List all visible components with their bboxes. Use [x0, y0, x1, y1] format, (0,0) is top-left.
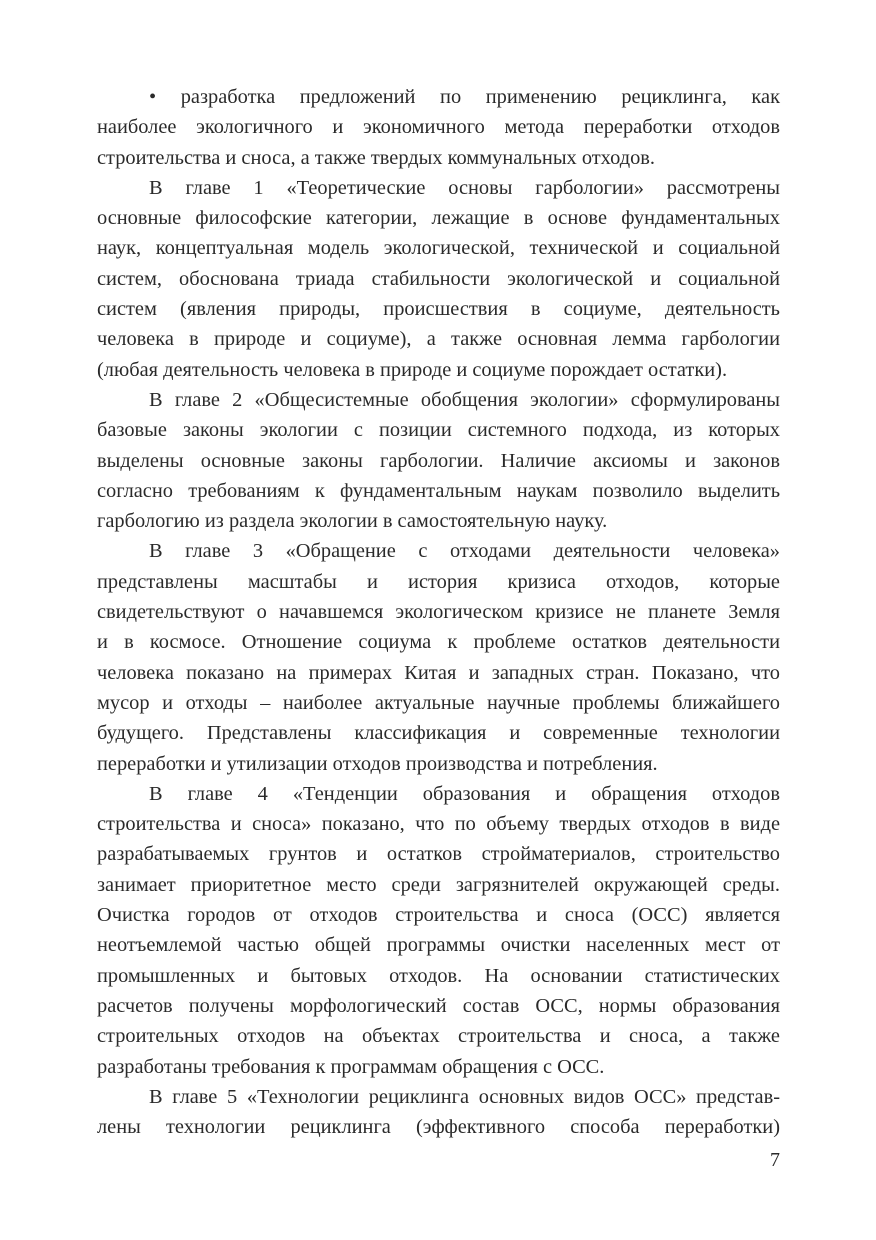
text-line: человека в природе и социуме), а также основная лемма гарбологии — [97, 328, 780, 351]
body-text — [97, 82, 780, 1142]
text-line: представлены масштабы и история кризиса отходов, которые — [97, 570, 780, 593]
text-line: базовые законы экологии с позиции системного подхода, из которых — [97, 419, 780, 442]
text-line: переработки и утилизации отходов производства и потребления. — [97, 752, 658, 775]
text-line: наук, концептуальная модель экологической, технической и социальной — [97, 237, 780, 260]
text-line: и в космосе. Отношение социума к проблеме остатков деятельности — [97, 631, 780, 654]
text-line: (любая деятельность человека в природе и социуме порождает остатки). — [97, 358, 728, 381]
text-line: лены технологии рециклинга (эффективного способа переработки) — [97, 1116, 780, 1139]
text-line: систем, обоснована триада стабильности экологической и социальной — [97, 267, 780, 290]
text-line: человека показано на примерах Китая и западных стран. Показано, что — [97, 661, 780, 684]
text-line: неотъемлемой частью общей программы очистки населенных мест от — [97, 934, 780, 957]
page-number: 7 — [770, 1149, 780, 1171]
text-line: расчетов получены морфологический состав ОСС, нормы образования — [97, 994, 780, 1017]
text-line: занимает приоритетное место среди загрязнителей окружающей среды. — [97, 873, 780, 896]
text-line: В главе 1 «Теоретические основы гарбологии» рассмотрены — [149, 176, 780, 199]
text-line: • разработка предложений по применению рециклинга, как — [149, 86, 780, 108]
text-line: промышленных и бытовых отходов. На основании статистических — [97, 964, 780, 987]
text-line: выделены основные законы гарбологии. Наличие аксиомы и законов — [97, 449, 780, 472]
text-line: Очистка городов от отходов строительства и сноса (ОСС) является — [97, 904, 780, 927]
text-line: основные философские категории, лежащие в основе фундаментальных — [97, 207, 780, 230]
text-line: будущего. Представлены классификация и современные технологии — [97, 722, 780, 745]
text-line: мусор и отходы – наиболее актуальные научные проблемы ближайшего — [97, 691, 780, 714]
text-line: В главе 4 «Тенденции образования и обращения отходов — [149, 782, 780, 805]
text-line: В главе 2 «Общесистемные обобщения экологии» сформулированы — [149, 388, 780, 411]
text-line: наиболее экологичного и экономичного метода переработки отходов — [97, 116, 780, 139]
text-line: гарбологию из раздела экологии в самостоятельную науку. — [97, 510, 608, 533]
text-line: строительства и сноса» показано, что по объему твердых отходов в виде — [97, 813, 780, 836]
text-line: разрабатываемых грунтов и остатков стройматериалов, строительство — [97, 843, 780, 866]
text-line: В главе 3 «Обращение с отходами деятельности человека» — [149, 540, 780, 563]
text-line: разработаны требования к программам обращения с ОСС. — [97, 1055, 605, 1078]
text-line: строительных отходов на объектах строительства и сноса, а также — [97, 1025, 780, 1048]
text-line: систем (явления природы, происшествия в социуме, деятельность — [97, 298, 780, 321]
text-line: В главе 5 «Технологии рециклинга основных видов ОСС» представ- — [149, 1085, 780, 1108]
text-line: согласно требованиям к фундаментальным наукам позволило выделить — [97, 479, 780, 502]
text-line: свидетельствуют о начавшемся экологическом кризисе не планете Земля — [97, 601, 780, 624]
text-line: строительства и сноса, а также твердых коммунальных отходов. — [97, 146, 655, 169]
